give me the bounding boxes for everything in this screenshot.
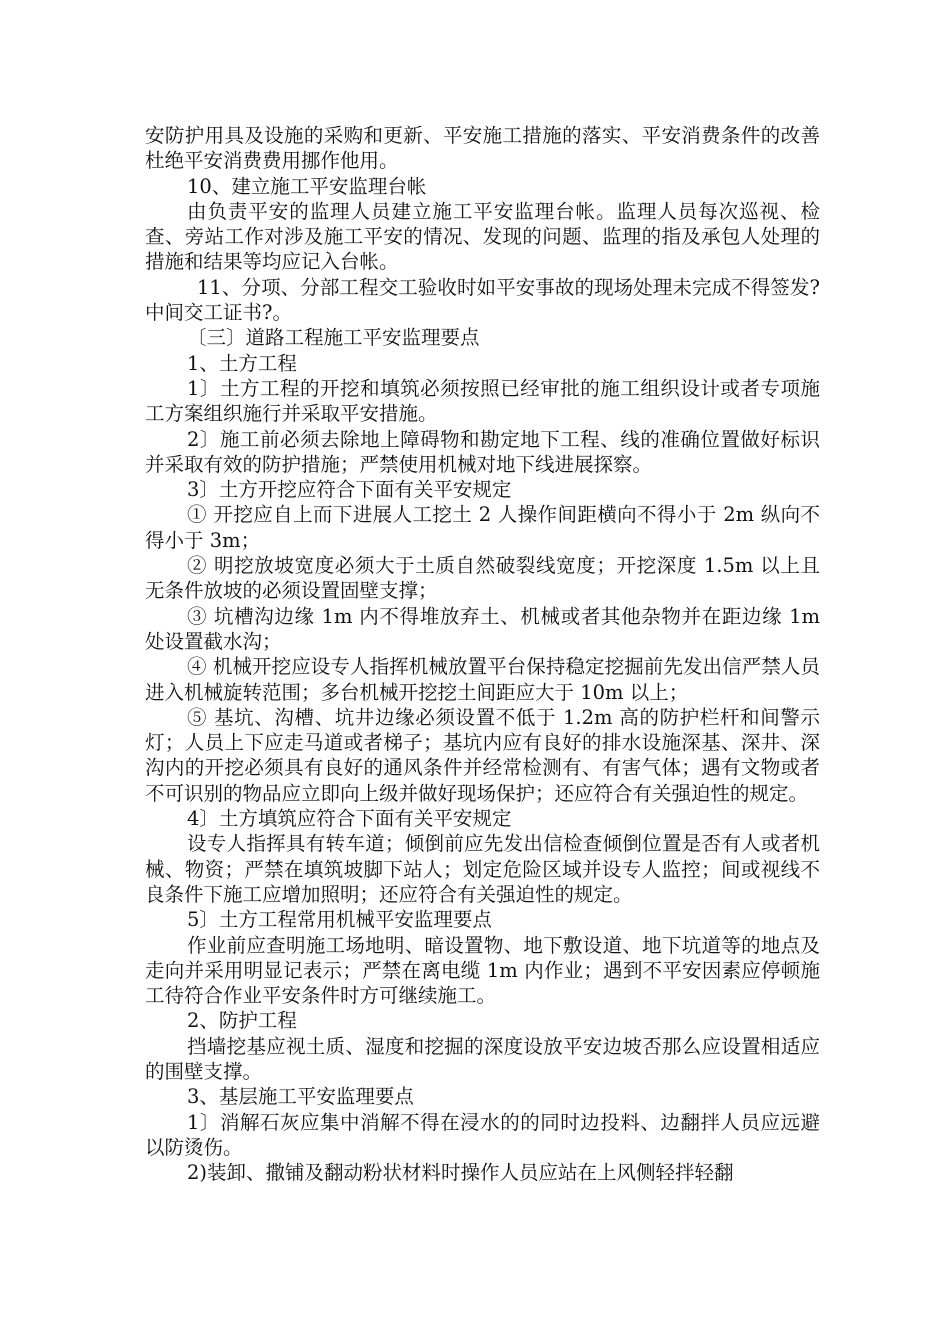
paragraph: 11、分项、分部工程交工验收时如平安事故的现场处理未完成不得签发?中间交工证书?。 xyxy=(145,275,820,325)
paragraph: ④ 机械开挖应设专人指挥机械放置平台保持稳定挖掘前先发出信严禁人员进入机械旋转范围；多台机械开挖挖土间距应大于 10m 以上； xyxy=(145,655,820,704)
paragraph: ② 明挖放坡宽度必须大于土质自然破裂线宽度；开挖深度 1.5m 以上且无条件放坡的必须设置固壁支撑； xyxy=(145,554,820,603)
paragraph: ① 开挖应自上而下进展人工挖土 2 人操作间距横向不得小于 2m 纵向不得小于 3m； xyxy=(145,503,820,552)
paragraph: 10、建立施工平安监理台帐 xyxy=(187,174,427,198)
paragraph: 2)装卸、撒铺及翻动粉状材料时操作人员应站在上风侧轻拌轻翻 xyxy=(187,1161,734,1185)
paragraph: 1〕消解石灰应集中消解不得在浸水的的同时边投料、边翻拌人员应远避以防烫伤。 xyxy=(145,1110,820,1159)
paragraph: 4〕土方填筑应符合下面有关平安规定 xyxy=(187,807,512,831)
paragraph: 设专人指挥具有转车道；倾倒前应先发出信检查倾倒位置是否有人或者机械、物资；严禁在填筑坡脚下站人；划定危险区域并设专人监控；间或视线不良条件下施工应增加照明；还应符合有关强迫性的规定。 xyxy=(145,832,820,906)
paragraph: 由负责平安的监理人员建立施工平安监理台帐。监理人员每次巡视、检查、旁站工作对涉及施工平安的情况、发现的问题、监理的指及承包人处理的措施和结果等均应记入台帐。 xyxy=(145,199,820,274)
paragraph: ⑤ 基坑、沟槽、坑井边缘必须设置不低于 1.2m 高的防护栏杆和间警示灯；人员上下应走马道或者梯子；基坑内应有良好的排水设施深基、深井、深沟内的开挖必须具有良好的通风条件并经常检测有、有害气体；遇有文物或者不可识别的物品应立即向上级并做好现场保护；还应符合有关强迫性的规定。 xyxy=(145,705,820,805)
paragraph: 2〕施工前必须去除地上障碍物和勘定地下工程、线的准确位置做好标识并采取有效的防护措施；严禁使用机械对地下线进展探察。 xyxy=(145,427,820,476)
paragraph: 3〕土方开挖应符合下面有关平安规定 xyxy=(187,478,512,502)
paragraph: 2、防护工程 xyxy=(187,1009,297,1033)
paragraph: 安防护用具及设施的采购和更新、平安施工措施的落实、平安消费条件的改善杜绝平安消费费用挪作他用。 xyxy=(145,124,820,173)
document-body xyxy=(145,123,820,1185)
paragraph: 〔三〕道路工程施工平安监理要点 xyxy=(187,326,480,350)
paragraph: 5〕土方工程常用机械平安监理要点 xyxy=(187,908,492,932)
paragraph: ③ 坑槽沟边缘 1m 内不得堆放弃土、机械或者其他杂物并在距边缘 1m 处设置截水沟； xyxy=(145,604,820,653)
paragraph: 作业前应查明施工场地明、暗设置物、地下敷设道、地下坑道等的地点及走向并采用明显记表示；严禁在离电缆 1m 内作业；遇到不平安因素应停顿施工待符合作业平安条件时方可继续施工。 xyxy=(145,933,820,1008)
paragraph: 1、土方工程 xyxy=(187,351,297,375)
paragraph: 挡墙挖基应视土质、湿度和挖掘的深度设放平安边坡否那么应设置相适应的围壁支撑。 xyxy=(145,1034,820,1083)
paragraph: 1〕土方工程的开挖和填筑必须按照已经审批的施工组织设计或者专项施工方案组织施行并采取平安措施。 xyxy=(145,376,820,426)
paragraph: 3、基层施工平安监理要点 xyxy=(187,1085,414,1109)
